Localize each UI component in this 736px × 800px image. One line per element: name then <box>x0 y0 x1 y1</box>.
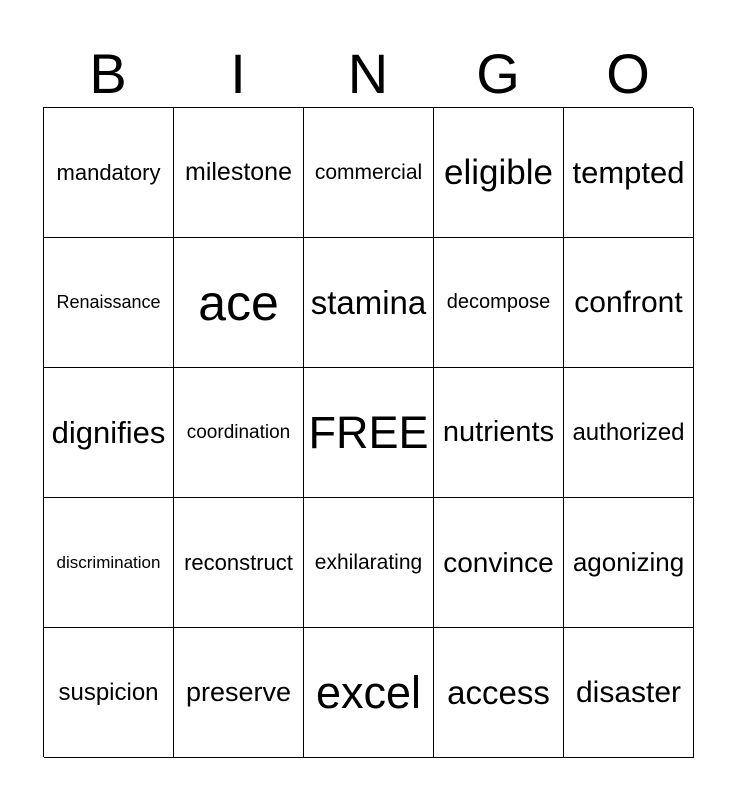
bingo-cell-r5c2[interactable]: preserve <box>174 628 304 758</box>
bingo-cell-r2c5[interactable]: confront <box>564 238 694 368</box>
bingo-cell-r3c4[interactable]: nutrients <box>434 368 564 498</box>
bingo-cell-r3c1[interactable]: dignifies <box>44 368 174 498</box>
header-letter-i: I <box>230 42 246 105</box>
bingo-cell-r1c4[interactable]: eligible <box>434 108 564 238</box>
bingo-cell-r1c5[interactable]: tempted <box>564 108 694 238</box>
bingo-cell-r2c1[interactable]: Renaissance <box>44 238 174 368</box>
bingo-cell-r2c2[interactable]: ace <box>174 238 304 368</box>
free-space-cell[interactable]: FREE <box>304 368 434 498</box>
bingo-cell-r1c3[interactable]: commercial <box>304 108 434 238</box>
bingo-cell-r4c1[interactable]: discrimination <box>44 498 174 628</box>
bingo-cell-r4c3[interactable]: exhilarating <box>304 498 434 628</box>
header-letter-g: G <box>476 42 520 105</box>
bingo-cell-r4c4[interactable]: convince <box>434 498 564 628</box>
bingo-header <box>43 40 693 108</box>
bingo-cell-r5c5[interactable]: disaster <box>564 628 694 758</box>
bingo-cell-r5c4[interactable]: access <box>434 628 564 758</box>
bingo-cell-r3c2[interactable]: coordination <box>174 368 304 498</box>
bingo-cell-r1c2[interactable]: milestone <box>174 108 304 238</box>
bingo-cell-r4c2[interactable]: reconstruct <box>174 498 304 628</box>
header-letter-n: N <box>347 42 389 105</box>
bingo-cell-r1c1[interactable]: mandatory <box>44 108 174 238</box>
bingo-cell-r5c1[interactable]: suspicion <box>44 628 174 758</box>
bingo-cell-r5c3[interactable]: excel <box>304 628 434 758</box>
header-letter-o: O <box>606 42 650 105</box>
bingo-cell-r2c4[interactable]: decompose <box>434 238 564 368</box>
bingo-card-grid <box>43 107 693 757</box>
bingo-cell-r3c5[interactable]: authorized <box>564 368 694 498</box>
header-letter-b: B <box>89 42 127 105</box>
bingo-cell-r4c5[interactable]: agonizing <box>564 498 694 628</box>
bingo-cell-r2c3[interactable]: stamina <box>304 238 434 368</box>
